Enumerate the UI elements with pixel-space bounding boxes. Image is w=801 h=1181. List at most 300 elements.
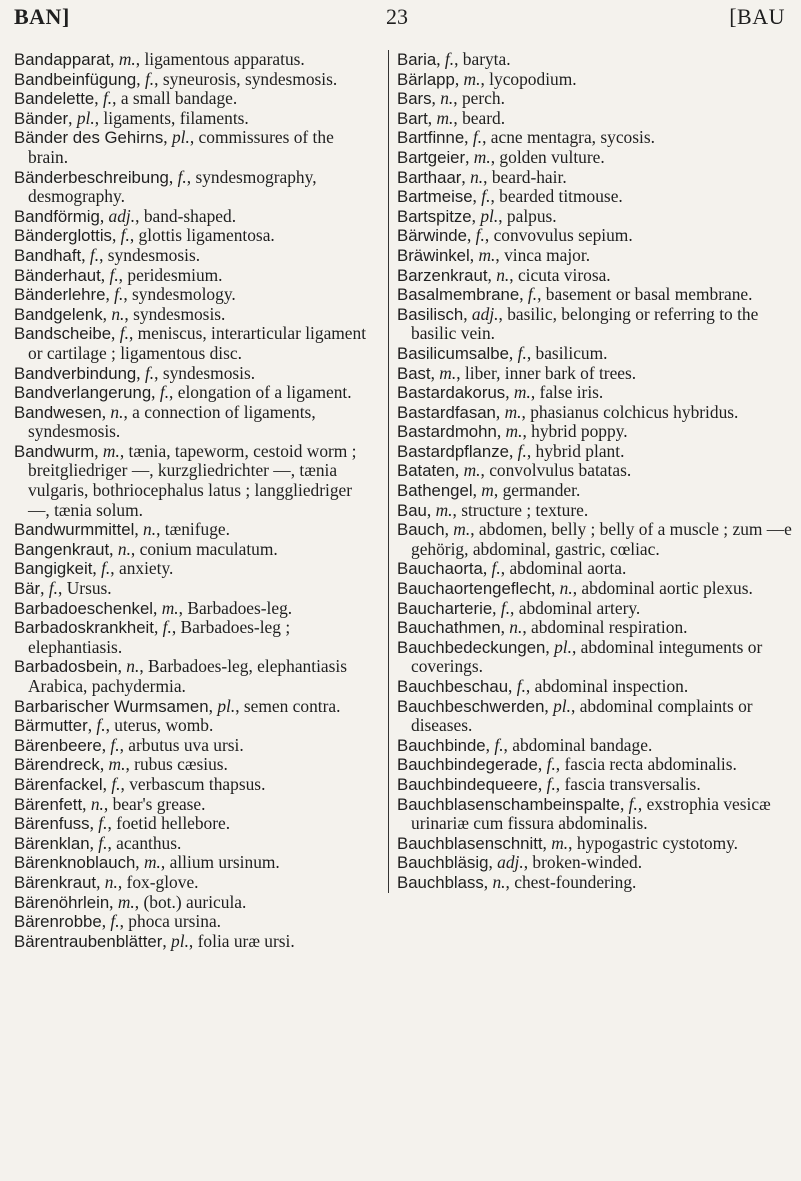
dictionary-entry: Bräwinkel, m., vinca major. xyxy=(397,244,591,265)
dictionary-entry: Bauchbedeckungen, pl., abdominal integuments or coverings. xyxy=(397,636,763,677)
dictionary-entry: Bast, m., liber, inner bark of trees. xyxy=(397,362,637,383)
entry-headword: Bärentraubenblätter xyxy=(14,931,163,951)
entry-definition: glottis ligamentosa. xyxy=(138,225,275,246)
entry-grammar: f. xyxy=(144,362,155,383)
entry-headword: Barzenkraut xyxy=(397,265,488,285)
entry-headword: Barbarischer Wurmsamen xyxy=(14,696,209,716)
entry-grammar: f. xyxy=(444,49,455,69)
entry-grammar: n. xyxy=(111,303,125,324)
entry-grammar: n. xyxy=(104,871,118,892)
entry-definition: a connection of ligaments, syndesmosis. xyxy=(28,401,316,442)
entry-headword: Bauchaortengeflecht xyxy=(397,579,551,599)
entry-grammar: m. xyxy=(118,49,136,69)
entry-headword: Bänder des Gehirns xyxy=(14,128,164,148)
entry-headword: Basalmembrane xyxy=(397,285,520,305)
dictionary-entry: Bauchaortengeflecht, n., abdominal aortic plexus. xyxy=(397,578,753,599)
dictionary-entry: Bärendreck, m., rubus cæsius. xyxy=(14,754,228,775)
entry-headword: Bataten xyxy=(397,461,455,481)
entry-definition: rubus cæsius. xyxy=(134,754,228,775)
entry-headword: Basilisch xyxy=(397,304,464,324)
entry-grammar: f. xyxy=(517,342,527,363)
entry-grammar: n. xyxy=(509,617,523,638)
dictionary-entry: Bänderglottis, f., glottis ligamentosa. xyxy=(14,225,275,246)
entry-grammar: n. xyxy=(90,793,104,814)
entry-grammar: m. xyxy=(102,440,120,461)
entry-grammar: m. xyxy=(161,597,179,618)
entry-definition: exstrophia vesicæ urinariæ cum fissura abdominalis. xyxy=(411,793,771,834)
left-column xyxy=(14,50,374,951)
dictionary-entry: Bartfinne, f., acne mentagra, sycosis. xyxy=(397,127,655,148)
dictionary-entry: Bärenrobbe, f., phoca ursina. xyxy=(14,911,222,932)
header-left-guide-word: BAN] xyxy=(14,4,70,29)
entry-definition: basilicum. xyxy=(535,342,608,363)
entry-headword: Bärmutter xyxy=(14,716,88,736)
entry-headword: Bandwurm xyxy=(14,441,95,461)
entry-definition: beard. xyxy=(462,107,506,128)
dictionary-entry: Barzenkraut, n., cicuta virosa. xyxy=(397,264,611,285)
entry-grammar: f. xyxy=(119,323,129,344)
entry-headword: Bärenfackel xyxy=(14,774,103,794)
entry-definition: hybrid poppy. xyxy=(531,421,628,442)
entry-headword: Bandhaft xyxy=(14,245,82,265)
entry-definition: abdominal inspection. xyxy=(534,676,689,696)
dictionary-entry: Bärenfett, n., bear's grease. xyxy=(14,793,206,814)
dictionary-entry: Bärenöhrlein, m., (bot.) auricula. xyxy=(14,891,247,912)
entry-headword: Bärendreck xyxy=(14,755,100,775)
entry-definition: liber, inner bark of trees. xyxy=(464,362,637,383)
entry-definition: golden vulture. xyxy=(499,146,605,167)
dictionary-entry: Bandbeinfügung, f., syneurosis, syndesmosis. xyxy=(14,68,338,89)
entry-grammar: f. xyxy=(546,773,556,794)
entry-grammar: f. xyxy=(111,773,121,794)
entry-headword: Bänderbeschreibung xyxy=(14,167,169,187)
dictionary-entry: Bastardmohn, m., hybrid poppy. xyxy=(397,421,628,442)
entry-definition: convovulus sepium. xyxy=(493,225,633,246)
entry-grammar: m. xyxy=(505,421,523,442)
entry-grammar: f. xyxy=(102,88,113,109)
dictionary-entry: Bärenfackel, f., verbascum thapsus. xyxy=(14,773,266,794)
entry-definition: syndesmography, desmography. xyxy=(28,166,317,207)
entry-grammar: f. xyxy=(516,676,526,696)
dictionary-entry: Barbadoeschenkel, m., Barbadoes-leg. xyxy=(14,597,293,618)
dictionary-entry: Bauchbindegerade, f., fascia recta abdominalis. xyxy=(397,754,737,775)
entry-headword: Bartfinne xyxy=(397,128,465,148)
entry-grammar: f. xyxy=(475,225,485,246)
dictionary-entry: Bärmutter, f., uterus, womb. xyxy=(14,715,214,736)
dictionary-entry: Bänderlehre, f., syndesmology. xyxy=(14,284,236,305)
entry-grammar: n. xyxy=(110,401,124,422)
dictionary-entry: Bastardpflanze, f., hybrid plant. xyxy=(397,440,625,461)
entry-headword: Bräwinkel xyxy=(397,245,470,265)
entry-grammar: f. xyxy=(96,715,106,736)
dictionary-entry: Bauchblasenschambeinspalte, f., exstrophia vesicæ urinariæ cum fissura abdominalis. xyxy=(397,793,771,834)
dictionary-entry: Bauchathmen, n., abdominal respiration. xyxy=(397,617,688,638)
entry-definition: semen contra. xyxy=(243,695,341,716)
entry-headword: Bars xyxy=(397,89,432,109)
entry-grammar: adj. xyxy=(471,303,499,324)
entry-definition: peridesmium. xyxy=(127,264,223,285)
dictionary-entry: Bärenfuss, f., foetid hellebore. xyxy=(14,813,231,834)
entry-headword: Bauch xyxy=(397,520,445,540)
entry-definition: fascia transversalis. xyxy=(564,773,701,794)
entry-definition: phasianus colchicus hybridus. xyxy=(530,401,739,422)
entry-headword: Bär xyxy=(14,579,41,599)
entry-headword: Bastardfasan xyxy=(397,402,496,422)
entry-grammar: f. xyxy=(177,166,187,187)
entry-headword: Bandscheibe xyxy=(14,324,112,344)
entry-grammar: pl. xyxy=(171,930,189,951)
entry-grammar: f. xyxy=(48,578,59,599)
entry-definition: abdomen, belly ; belly of a muscle ; zum —e gehörig, abdominal, gastric, cœliac. xyxy=(411,519,792,559)
entry-headword: Bartspitze xyxy=(397,206,472,226)
entry-headword: Bärenrobbe xyxy=(14,912,102,932)
entry-definition: (bot.) auricula. xyxy=(143,891,247,912)
dictionary-entry: Barbadosbein, n., Barbadoes-leg, elephantiasis Arabica, pachydermia. xyxy=(14,656,347,696)
entry-grammar: f. xyxy=(527,284,538,305)
entry-definition: beard-hair. xyxy=(491,166,567,187)
entry-headword: Bärenknoblauch xyxy=(14,853,136,873)
entry-grammar: m. xyxy=(513,382,531,403)
entry-headword: Barthaar xyxy=(397,167,462,187)
entry-headword: Bangenkraut xyxy=(14,539,110,559)
entry-grammar: f. xyxy=(628,793,638,814)
entry-grammar: f. xyxy=(517,440,527,461)
entry-definition: abdominal artery. xyxy=(518,597,641,618)
entry-headword: Bauchbedeckungen xyxy=(397,637,546,657)
entry-definition: syndesmosis. xyxy=(133,303,226,324)
dictionary-entry: Bärenkraut, n., fox-glove. xyxy=(14,871,199,892)
entry-definition: arbutus uva ursi. xyxy=(128,734,244,755)
entry-definition: palpus. xyxy=(506,205,557,226)
entry-definition: structure ; texture. xyxy=(461,499,589,520)
entry-definition: commissures of the brain. xyxy=(28,127,334,167)
entry-definition: conium maculatum. xyxy=(139,538,278,559)
dictionary-entry: Bau, m., structure ; texture. xyxy=(397,499,589,520)
entry-headword: Bärenöhrlein xyxy=(14,892,110,912)
dictionary-entry: Bart, m., beard. xyxy=(397,107,506,128)
entry-headword: Bastardmohn xyxy=(397,422,497,442)
dictionary-entry: Bauchbläsig, adj., broken-winded. xyxy=(397,852,643,873)
dictionary-entry: Bandgelenk, n., syndesmosis. xyxy=(14,303,226,324)
page-number: 23 xyxy=(386,4,408,29)
entry-grammar: pl. xyxy=(554,636,572,657)
dictionary-entry: Bauchblass, n., chest-foundering. xyxy=(397,871,637,892)
dictionary-entry: Bandscheibe, f., meniscus, interarticular ligament or cartilage ; ligamentous disc. xyxy=(14,323,367,363)
entry-grammar: f. xyxy=(472,127,483,148)
dictionary-entry: Bangigkeit, f., anxiety. xyxy=(14,558,174,579)
entry-grammar: pl. xyxy=(76,107,95,128)
entry-definition: foetid hellebore. xyxy=(116,813,231,834)
entry-definition: folia uræ ursi. xyxy=(197,930,295,951)
entry-definition: meniscus, interarticular ligament or cartilage ; ligamentous disc. xyxy=(28,323,367,363)
dictionary-entry: Bandwesen, n., a connection of ligaments, syndesmosis. xyxy=(14,401,316,442)
dictionary-entry: Basilicumsalbe, f., basilicum. xyxy=(397,342,608,363)
entry-definition: abdominal integuments or coverings. xyxy=(411,636,763,677)
entry-grammar: m. xyxy=(473,146,491,167)
entry-definition: ligaments, filaments. xyxy=(103,107,249,128)
entry-definition: syneurosis, syndesmosis. xyxy=(162,68,338,89)
entry-headword: Barbadoskrankheit xyxy=(14,618,154,638)
entry-headword: Bärlapp xyxy=(397,69,455,89)
entry-definition: abdominal aorta. xyxy=(509,558,627,579)
entry-headword: Bauchblasenschnitt xyxy=(397,833,543,853)
entry-grammar: f. xyxy=(144,68,155,89)
entry-headword: Bart xyxy=(397,108,428,128)
entry-definition: bear's grease. xyxy=(112,793,206,814)
dictionary-entry: Bärentraubenblätter, pl., folia uræ ursi. xyxy=(14,930,295,951)
entry-headword: Bauchathmen xyxy=(397,618,501,638)
entry-definition: elongation of a ligament. xyxy=(177,382,352,403)
dictionary-entry: Bauchbinde, f., abdominal bandage. xyxy=(397,734,653,755)
entry-definition: cicuta virosa. xyxy=(517,264,611,285)
dictionary-entry: Bauch, m., abdomen, belly ; belly of a muscle ; zum —e gehörig, abdominal, gastric, cœliac. xyxy=(397,519,792,559)
dictionary-entry: Bauchaorta, f., abdominal aorta. xyxy=(397,558,627,579)
dictionary-entry: Bartgeier, m., golden vulture. xyxy=(397,146,605,167)
entry-definition: acanthus. xyxy=(116,832,182,853)
entry-definition: syndesmosis. xyxy=(107,244,201,265)
entry-headword: Bauchbinde xyxy=(397,735,486,755)
dictionary-entry: Bänderbeschreibung, f., syndesmography, desmography. xyxy=(14,166,317,207)
entry-headword: Bastardakorus xyxy=(397,383,506,403)
entry-definition: germander. xyxy=(502,480,581,501)
entry-headword: Bandwesen xyxy=(14,402,102,422)
entry-grammar: m. xyxy=(117,891,135,912)
dictionary-entry: Bathengel, m, germander. xyxy=(397,480,581,501)
entry-grammar: n. xyxy=(126,656,140,677)
entry-definition: tænifuge. xyxy=(164,519,230,540)
dictionary-entry: Bartspitze, pl., palpus. xyxy=(397,205,557,226)
entry-headword: Bandapparat xyxy=(14,50,111,69)
dictionary-entry: Bärenbeere, f., arbutus uva ursi. xyxy=(14,734,244,755)
entry-grammar: f. xyxy=(491,558,501,579)
entry-grammar: m xyxy=(481,480,494,501)
entry-headword: Bastardpflanze xyxy=(397,441,509,461)
entry-definition: false iris. xyxy=(539,382,604,403)
entry-definition: abdominal respiration. xyxy=(531,617,688,638)
entry-headword: Bartgeier xyxy=(397,147,466,167)
entry-grammar: n. xyxy=(440,88,454,109)
entry-headword: Bandförmig xyxy=(14,206,100,226)
entry-headword: Bärenfuss xyxy=(14,814,90,834)
dictionary-entry: Bauchbeschwerden, pl., abdominal complaints or diseases. xyxy=(397,695,753,736)
entry-grammar: f. xyxy=(159,382,170,403)
entry-definition: lycopodium. xyxy=(489,68,577,89)
entry-definition: convolvulus batatas. xyxy=(489,460,632,481)
entry-headword: Bärenkraut xyxy=(14,872,97,892)
dictionary-entry: Bartmeise, f., bearded titmouse. xyxy=(397,186,623,207)
dictionary-entry: Barthaar, n., beard-hair. xyxy=(397,166,567,187)
dictionary-entry: Bars, n., perch. xyxy=(397,88,505,109)
entry-headword: Bauchblasenschambeinspalte xyxy=(397,794,620,814)
entry-headword: Bathengel xyxy=(397,481,473,501)
entry-grammar: f. xyxy=(120,225,130,246)
entry-grammar: m. xyxy=(108,754,126,775)
entry-grammar: f. xyxy=(162,617,172,638)
entry-definition: fascia recta abdominalis. xyxy=(564,754,737,775)
dictionary-entry: Bandhaft, f., syndesmosis. xyxy=(14,244,201,265)
dictionary-entry: Bär, f., Ursus. xyxy=(14,578,112,599)
entry-grammar: f. xyxy=(109,264,119,285)
entry-definition: acne mentagra, sycosis. xyxy=(490,127,655,148)
entry-headword: Baria xyxy=(397,50,437,69)
dictionary-entry: Bänder, pl., ligaments, filaments. xyxy=(14,107,249,128)
dictionary-entry: Bärlapp, m., lycopodium. xyxy=(397,68,577,89)
entry-definition: verbascum thapsus. xyxy=(129,773,266,794)
entry-headword: Bast xyxy=(397,363,431,383)
entry-grammar: f. xyxy=(500,597,511,618)
entry-grammar: n. xyxy=(492,871,506,892)
entry-headword: Baucharterie xyxy=(397,598,493,618)
entry-headword: Bärwinde xyxy=(397,226,467,246)
entry-grammar: adj. xyxy=(108,205,136,226)
entry-grammar: m. xyxy=(551,832,569,853)
entry-definition: ligamentous apparatus. xyxy=(144,49,305,69)
entry-definition: abdominal aortic plexus. xyxy=(581,578,753,599)
dictionary-entry: Bandapparat, m., ligamentous apparatus. xyxy=(14,49,305,69)
entry-definition: phoca ursina. xyxy=(128,911,222,932)
entry-headword: Bänderhaut xyxy=(14,265,101,285)
dictionary-entry: Bänder des Gehirns, pl., commissures of the brain. xyxy=(14,127,334,167)
entry-definition: broken-winded. xyxy=(532,852,643,873)
entry-definition: Barbadoes-leg ; elephantiasis. xyxy=(28,617,291,657)
entry-definition: hybrid plant. xyxy=(535,440,625,461)
entry-headword: Bandgelenk xyxy=(14,304,103,324)
dictionary-entry: Bangenkraut, n., conium maculatum. xyxy=(14,538,278,559)
dictionary-entry: Bauchbeschau, f., abdominal inspection. xyxy=(397,676,689,696)
entry-headword: Bartmeise xyxy=(397,187,473,207)
entry-definition: hypogastric cystotomy. xyxy=(576,832,739,853)
dictionary-entry: Baria, f., baryta. xyxy=(397,49,511,69)
dictionary-entry: Bärenknoblauch, m., allium ursinum. xyxy=(14,852,280,873)
dictionary-entry: Baucharterie, f., abdominal artery. xyxy=(397,597,641,618)
entry-headword: Bänderglottis xyxy=(14,226,112,246)
entry-definition: band-shaped. xyxy=(143,205,237,226)
entry-grammar: m. xyxy=(436,107,454,128)
dictionary-entry: Bärwinde, f., convovulus sepium. xyxy=(397,225,633,246)
entry-grammar: m. xyxy=(144,852,161,873)
entry-grammar: m. xyxy=(504,401,522,422)
entry-headword: Bau xyxy=(397,500,427,520)
entry-definition: tænia, tapeworm, cestoid worm ; breitgliedriger —, kurzgliedrichter —, tænia vulgaris, bothriocephalus latus ; langgliedriger —, tænia solum. xyxy=(28,440,357,520)
entry-headword: Bauchbeschau xyxy=(397,677,509,696)
entry-definition: Ursus. xyxy=(66,578,112,599)
dictionary-entry: Bandverlangerung, f., elongation of a ligament. xyxy=(14,382,352,403)
entry-headword: Bauchbläsig xyxy=(397,853,489,873)
entry-definition: abdominal bandage. xyxy=(512,734,653,755)
entry-grammar: f. xyxy=(98,813,108,834)
entry-headword: Bandelette xyxy=(14,89,95,109)
entry-grammar: f. xyxy=(110,911,120,932)
entry-definition: perch. xyxy=(461,88,505,109)
entry-headword: Bandverbindung xyxy=(14,363,137,383)
entry-definition: basement or basal membrane. xyxy=(545,284,753,305)
dictionary-entry: Bastardakorus, m., false iris. xyxy=(397,382,604,403)
dictionary-entry: Bandwurm, m., tænia, tapeworm, cestoid worm ; breitgliedriger —, kurzgliedrichter —, tænia vulgaris, bothriocephalus latus ; langgliedriger —, tænia solum. xyxy=(14,440,357,520)
dictionary-entry: Bandelette, f., a small bandage. xyxy=(14,88,238,109)
entry-grammar: pl. xyxy=(553,695,571,716)
entry-headword: Bärenklan xyxy=(14,833,90,853)
dictionary-entry: Bandverbindung, f., syndesmosis. xyxy=(14,362,256,383)
dictionary-entry: Barbarischer Wurmsamen, pl., semen contra. xyxy=(14,695,341,716)
entry-definition: bearded titmouse. xyxy=(499,186,623,207)
entry-grammar: m. xyxy=(463,68,481,89)
entry-grammar: n. xyxy=(143,519,157,540)
dictionary-entry: Barbadoskrankheit, f., Barbadoes-leg ; elephantiasis. xyxy=(14,617,291,657)
entry-headword: Barbadoeschenkel xyxy=(14,598,154,618)
entry-grammar: pl. xyxy=(217,695,236,716)
entry-grammar: f. xyxy=(89,244,100,265)
entry-headword: Bauchbindequeere xyxy=(397,774,538,794)
right-column xyxy=(388,50,797,893)
page-header xyxy=(14,4,785,44)
dictionary-entry: Bandwurmmittel, n., tænifuge. xyxy=(14,519,230,540)
entry-headword: Bärenbeere xyxy=(14,735,102,755)
entry-definition: chest-foundering. xyxy=(514,871,637,892)
entry-grammar: f. xyxy=(110,734,120,755)
entry-definition: vinca major. xyxy=(504,244,591,265)
entry-grammar: n. xyxy=(470,166,484,187)
entry-headword: Bänderlehre xyxy=(14,285,106,305)
entry-grammar: f. xyxy=(98,832,108,853)
entry-grammar: n. xyxy=(117,538,131,559)
entry-grammar: m. xyxy=(439,362,457,383)
entry-definition: baryta. xyxy=(462,49,511,69)
entry-headword: Bärenfett xyxy=(14,794,83,814)
entry-definition: a small bandage. xyxy=(120,88,238,109)
entry-definition: basilic, belonging or referring to the basilic vein. xyxy=(411,303,759,344)
entry-headword: Bänder xyxy=(14,108,69,128)
header-right-guide-word: [BAU xyxy=(729,4,785,29)
entry-grammar: m. xyxy=(478,244,496,265)
entry-headword: Barbadosbein xyxy=(14,657,118,677)
entry-grammar: f. xyxy=(481,186,491,207)
entry-headword: Bauchblass xyxy=(397,872,484,892)
dictionary-entry: Bandförmig, adj., band-shaped. xyxy=(14,205,237,226)
entry-grammar: n. xyxy=(496,264,510,285)
entry-headword: Bauchbeschwerden xyxy=(397,696,545,716)
dictionary-entry: Basalmembrane, f., basement or basal membrane. xyxy=(397,284,753,305)
entry-definition: uterus, womb. xyxy=(114,715,214,736)
dictionary-entry: Bastardfasan, m., phasianus colchicus hybridus. xyxy=(397,401,739,422)
entry-grammar: adj. xyxy=(497,852,524,873)
entry-grammar: f. xyxy=(114,284,124,305)
entry-headword: Basilicumsalbe xyxy=(397,343,509,363)
entry-definition: Barbadoes-leg. xyxy=(187,597,293,618)
dictionary-entry: Bauchbindequeere, f., fascia transversalis. xyxy=(397,773,701,794)
entry-grammar: n. xyxy=(559,578,573,599)
entry-headword: Bandwurmmittel xyxy=(14,520,135,540)
dictionary-entry: Bauchblasenschnitt, m., hypogastric cystotomy. xyxy=(397,832,739,853)
entry-grammar: m. xyxy=(463,460,481,481)
dictionary-entry: Bärenklan, f., acanthus. xyxy=(14,832,182,853)
entry-headword: Bauchaorta xyxy=(397,559,483,579)
entry-headword: Bangigkeit xyxy=(14,559,93,579)
entry-grammar: m. xyxy=(453,519,471,540)
entry-grammar: f. xyxy=(101,558,111,579)
entry-grammar: m. xyxy=(435,499,453,520)
entry-definition: allium ursinum. xyxy=(169,852,280,873)
dictionary-entry: Basilisch, adj., basilic, belonging or referring to the basilic vein. xyxy=(397,303,759,344)
entry-headword: Bandverlangerung xyxy=(14,383,152,403)
dictionary-entry: Bataten, m., convolvulus batatas. xyxy=(397,460,632,481)
entry-grammar: pl. xyxy=(171,127,190,148)
entry-definition: fox-glove. xyxy=(126,871,199,892)
entry-headword: Bandbeinfügung xyxy=(14,69,137,89)
entry-definition: abdominal complaints or diseases. xyxy=(411,695,753,736)
entry-definition: syndesmology. xyxy=(132,284,236,305)
entry-definition: Barbadoes-leg, elephantiasis Arabica, pachydermia. xyxy=(28,656,347,696)
entry-grammar: f. xyxy=(546,754,556,775)
